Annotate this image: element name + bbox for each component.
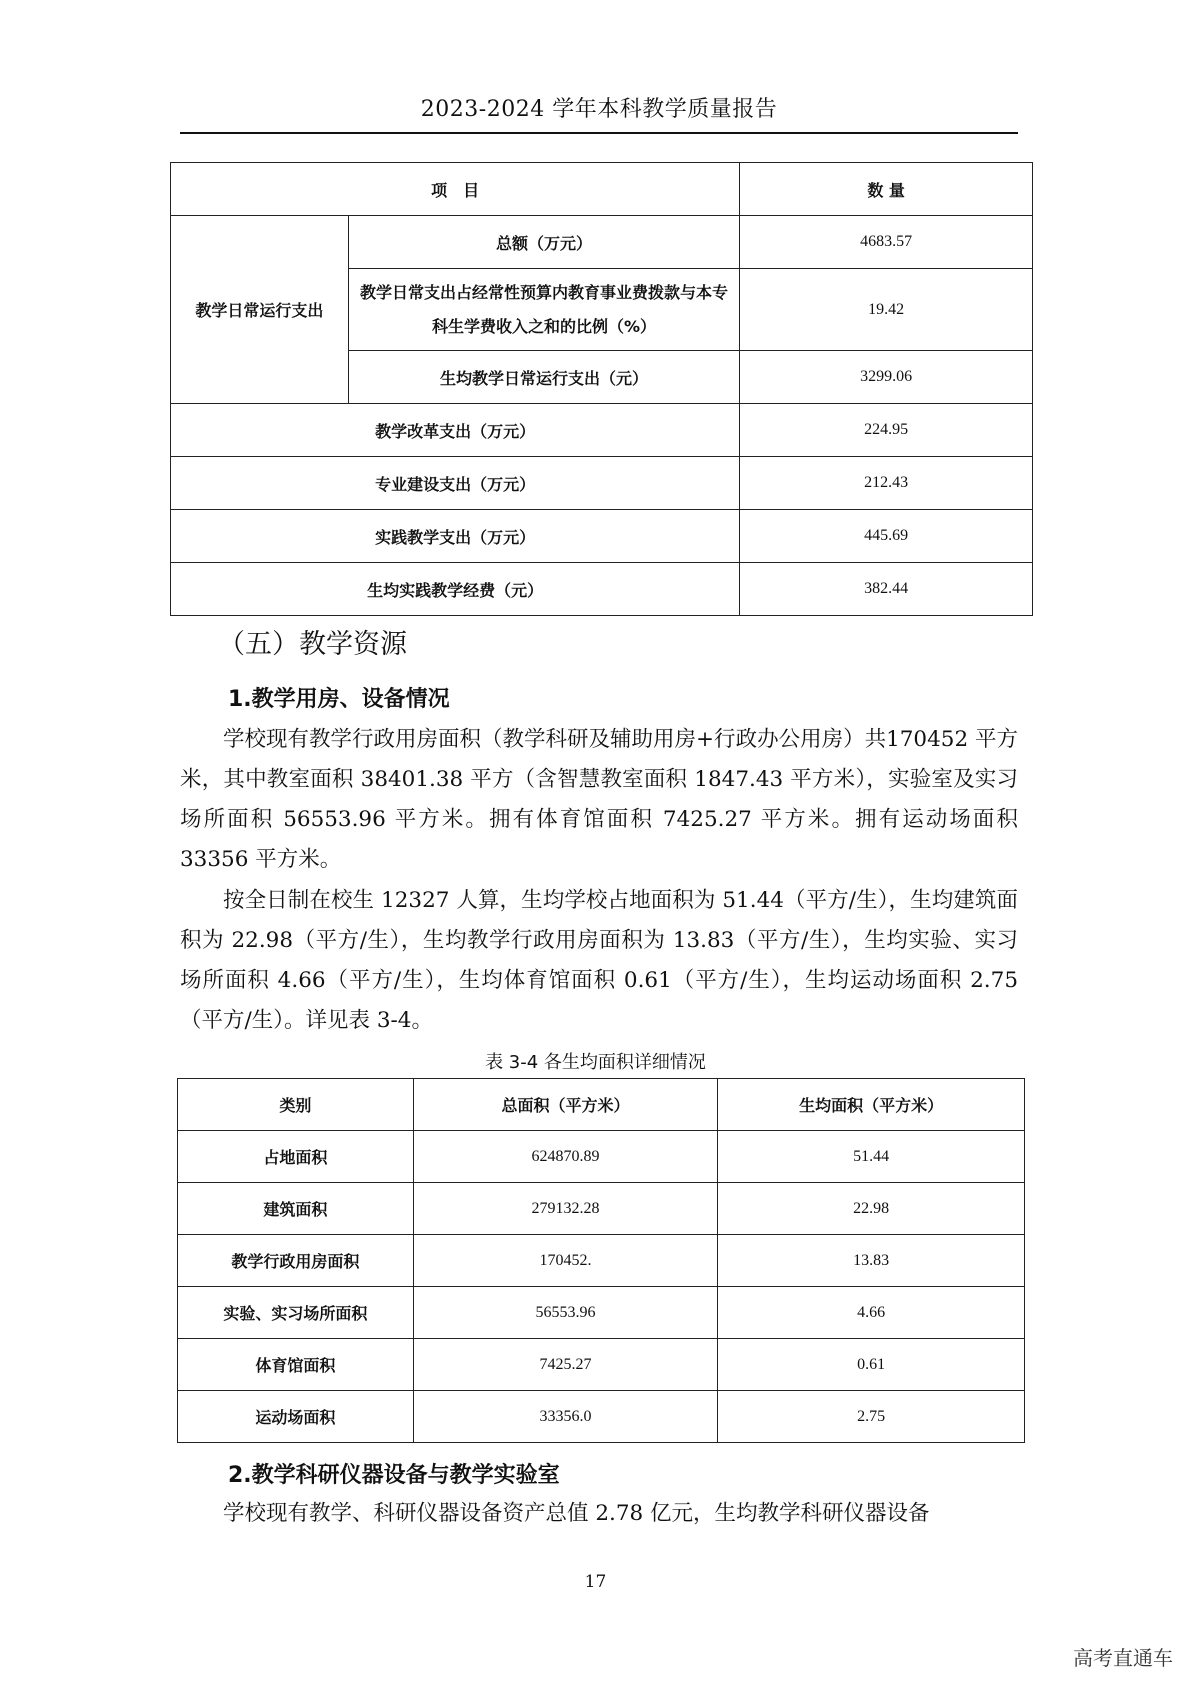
column-header-item: 项 目	[171, 163, 740, 216]
area-table	[177, 1078, 1025, 1443]
per-student-cell: 4.66	[718, 1287, 1025, 1339]
page-number: 17	[584, 1572, 607, 1592]
column-header-total-area: 总面积（平方米）	[413, 1079, 718, 1131]
category-cell: 占地面积	[178, 1131, 414, 1183]
table-caption: 表 3-4 各生均面积详细情况	[485, 1052, 706, 1073]
row-value: 4683.57	[740, 216, 1033, 269]
table-row	[171, 216, 1033, 269]
row-label: 专业建设支出（万元）	[171, 457, 740, 510]
per-student-cell: 2.75	[718, 1391, 1025, 1443]
per-student-cell: 22.98	[718, 1183, 1025, 1235]
column-header-per-student-area: 生均面积（平方米）	[718, 1079, 1025, 1131]
table-row	[178, 1235, 1025, 1287]
table-row	[178, 1131, 1025, 1183]
paragraph-per-student: 按全日制在校生 12327 人算，生均学校占地面积为 51.44（平方/生），生均建筑面积为 22.98（平方/生），生均教学行政用房面积为 13.83（平方/生），生均实验、实习场所面积 4.66（平方/生），生均体育馆面积 0.61（平方/生），生均运动场面积 2.75（平方/生）。详见表 3-4。	[180, 888, 1018, 1033]
per-student-cell: 13.83	[718, 1235, 1025, 1287]
paragraph-facilities: 学校现有教学行政用房面积（教学科研及辅助用房+行政办公用房）共170452 平方米，其中教室面积 38401.38 平方（含智慧教室面积 1847.43 平方米），实验室及实习场所面积 56553.96 平方米。拥有体育馆面积 7425.27 平方米。拥有运动场面积 33356 平方米。	[180, 727, 1018, 872]
table-header-row	[178, 1079, 1025, 1131]
row-value: 212.43	[740, 457, 1033, 510]
table-row	[171, 404, 1033, 457]
row-value: 3299.06	[740, 351, 1033, 404]
total-area-cell: 279132.28	[413, 1183, 718, 1235]
per-student-cell: 0.61	[718, 1339, 1025, 1391]
subsection-title-equipment: 2.教学科研仪器设备与教学实验室	[228, 1463, 560, 1488]
category-cell: 教学行政用房面积	[178, 1235, 414, 1287]
row-label: 生均教学日常运行支出（元）	[348, 351, 740, 404]
table-row	[171, 563, 1033, 616]
table-row	[171, 457, 1033, 510]
row-label	[348, 269, 740, 351]
row-value: 382.44	[740, 563, 1033, 616]
column-header-category: 类别	[178, 1079, 414, 1131]
table-row	[178, 1391, 1025, 1443]
page-header: 2023-2024 学年本科教学质量报告	[180, 92, 1018, 134]
subsection-title-facilities: 1.教学用房、设备情况	[228, 687, 450, 712]
total-area-cell: 624870.89	[413, 1131, 718, 1183]
row-value: 445.69	[740, 510, 1033, 563]
total-area-cell: 170452.	[413, 1235, 718, 1287]
table-row	[171, 510, 1033, 563]
table-row	[178, 1183, 1025, 1235]
row-label: 总额（万元）	[348, 216, 740, 269]
column-header-quantity: 数 量	[740, 163, 1033, 216]
total-area-cell: 7425.27	[413, 1339, 718, 1391]
row-label: 生均实践教学经费（元）	[171, 563, 740, 616]
watermark-text: 高考直通车	[1073, 1646, 1173, 1670]
total-area-cell: 56553.96	[413, 1287, 718, 1339]
row-label: 实践教学支出（万元）	[171, 510, 740, 563]
expenditure-table	[170, 162, 1033, 616]
per-student-cell: 51.44	[718, 1131, 1025, 1183]
paragraph-equipment: 学校现有教学、科研仪器设备资产总值 2.78 亿元，生均教学科研仪器设备	[223, 1501, 930, 1526]
row-label-text: 教学日常支出占经常性预算内教育事业费拨款与本专科生学费收入之和的比例（%）	[360, 282, 729, 336]
category-cell: 实验、实习场所面积	[178, 1287, 414, 1339]
total-area-cell: 33356.0	[413, 1391, 718, 1443]
row-label: 教学改革支出（万元）	[171, 404, 740, 457]
section-title: （五）教学资源	[218, 629, 407, 660]
row-value: 19.42	[740, 269, 1033, 351]
table-row	[178, 1287, 1025, 1339]
table-header-row	[171, 163, 1033, 216]
category-cell: 建筑面积	[178, 1183, 414, 1235]
group-label: 教学日常运行支出	[171, 216, 349, 404]
table-row	[178, 1339, 1025, 1391]
row-value: 224.95	[740, 404, 1033, 457]
category-cell: 运动场面积	[178, 1391, 414, 1443]
category-cell: 体育馆面积	[178, 1339, 414, 1391]
